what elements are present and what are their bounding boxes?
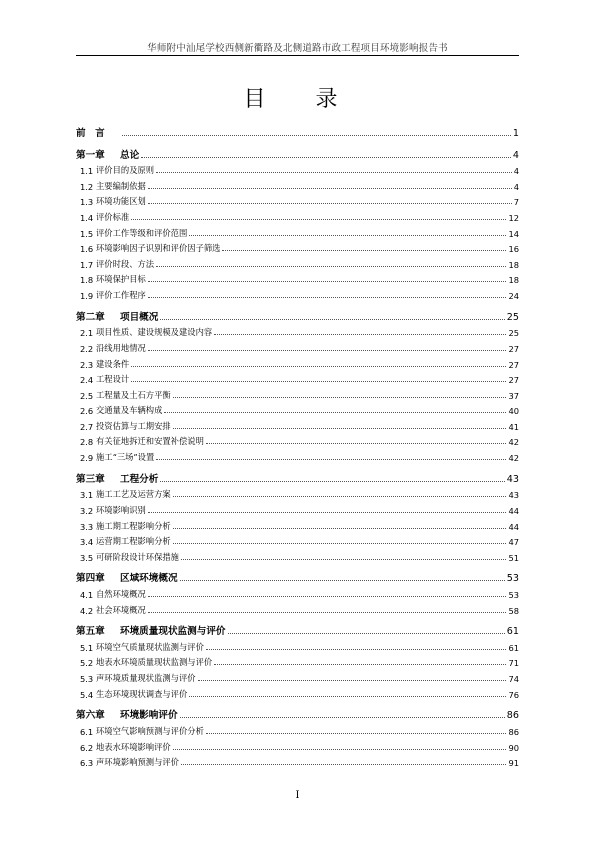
toc-entry-page: 25 — [506, 311, 519, 323]
dot-leader — [148, 296, 507, 298]
toc-entry-page: 27 — [508, 343, 519, 354]
toc-entry-title: 声环境影响预测与评价 — [96, 757, 179, 768]
toc-entry-page: 7 — [513, 197, 519, 208]
dot-leader — [198, 679, 507, 681]
dot-leader — [206, 648, 507, 650]
dot-leader — [228, 632, 505, 634]
toc-entry-title: 声环境质量现状监测与评价 — [96, 673, 196, 684]
toc-chapter-entry[interactable] — [76, 301, 519, 323]
dot-leader — [131, 218, 506, 220]
toc-entry-title: 施工期工程影响分析 — [96, 520, 171, 531]
dot-leader — [131, 365, 506, 367]
toc-section-entry[interactable] — [76, 737, 519, 753]
toc-entry-number: 2.9 — [80, 453, 94, 464]
dot-leader — [222, 249, 506, 251]
toc-entry-title: 建设条件 — [96, 358, 130, 369]
toc-entry-title: 可研阶段设计环保措施 — [96, 551, 179, 562]
toc-entry-page: 41 — [508, 421, 519, 432]
toc-entry-number: 1.5 — [80, 228, 94, 239]
toc-section-entry[interactable] — [76, 684, 519, 700]
toc-entry-number: 1.4 — [80, 213, 94, 224]
toc-entry-page: 27 — [508, 359, 519, 370]
toc-entry-page: 86 — [508, 726, 519, 737]
toc-entry-page: 43 — [506, 473, 519, 485]
toc-section-entry[interactable] — [76, 668, 519, 684]
toc-entry-page: 91 — [508, 758, 519, 769]
toc-entry-page: 58 — [508, 605, 519, 616]
toc-section-entry[interactable] — [76, 239, 519, 255]
dot-leader — [214, 333, 506, 335]
dot-leader — [173, 495, 507, 497]
toc-entry-page: 12 — [508, 213, 519, 224]
toc-entry-title: 自然环境概况 — [96, 589, 146, 599]
toc-entry-title: 生态环境现状调查与评价 — [96, 688, 188, 699]
toc-section-entry[interactable] — [76, 653, 519, 669]
toc-entry-number: 5.1 — [80, 642, 94, 653]
dot-leader — [206, 732, 507, 734]
dot-leader — [148, 595, 507, 597]
toc-entry-page: 4 — [513, 181, 519, 192]
toc-entry-page: 44 — [508, 521, 519, 532]
toc-entry-title: 环境空气质量现状监测与评价 — [96, 641, 204, 652]
toc-section-entry[interactable] — [76, 584, 519, 600]
toc-entry-title: 环境影响评价 — [120, 710, 178, 722]
toc-entry-number: 2.8 — [80, 437, 94, 448]
toc-section-entry[interactable] — [76, 547, 519, 563]
toc-entry-title: 环境保护目标 — [96, 274, 146, 285]
toc-entry-title: 环境影响识别 — [96, 504, 146, 515]
dot-leader — [148, 202, 512, 204]
dot-leader — [160, 318, 504, 320]
toc-section-entry[interactable] — [76, 354, 519, 370]
toc-chapter-entry[interactable] — [76, 616, 519, 638]
toc-entry-title: 运营期工程影响分析 — [96, 536, 171, 547]
toc-section-entry[interactable] — [76, 532, 519, 548]
toc-entry-title: 总论 — [120, 149, 140, 161]
toc-entry-number: 2.1 — [80, 328, 94, 339]
dot-leader — [148, 349, 507, 351]
toc-section-entry[interactable] — [76, 223, 519, 239]
toc-entry-number: 4.2 — [80, 605, 94, 616]
toc-entry-number: 前 言 — [76, 128, 105, 139]
toc-entry-title: 评价时段、方法 — [96, 258, 155, 269]
toc-entry-page: 61 — [506, 626, 519, 638]
toc-chapter-entry[interactable] — [76, 139, 519, 161]
toc-entry-number: 1.7 — [80, 259, 94, 270]
dot-leader — [164, 411, 506, 413]
toc-entry-title: 沿线用地情况 — [96, 342, 146, 353]
toc-entry-number: 2.5 — [80, 390, 94, 401]
toc-entry-number: 第三章 — [76, 473, 105, 485]
toc-entry-title: 工程量及土石方平衡 — [96, 389, 171, 400]
toc-section-entry[interactable] — [76, 285, 519, 301]
toc-entry-number: 1.8 — [80, 275, 94, 286]
dot-leader — [173, 527, 507, 529]
toc-entry-page: 4 — [512, 149, 519, 161]
dot-leader — [189, 695, 506, 697]
toc-entry-title: 有关征地拆迁和安置补偿说明 — [96, 436, 204, 447]
toc-entry-number: 3.2 — [80, 505, 94, 516]
toc-entry-page: 4 — [513, 166, 519, 177]
toc-entry-page: 40 — [508, 406, 519, 417]
toc-entry-title: 环境影响因子识别和评价因子筛选 — [96, 243, 221, 254]
toc-entry-page: 71 — [508, 658, 519, 669]
dot-leader — [173, 396, 507, 398]
toc-section-entry[interactable] — [76, 370, 519, 386]
toc-entry-title: 评价工作程序 — [96, 290, 146, 301]
dot-leader — [148, 511, 507, 513]
toc-section-entry[interactable] — [76, 338, 519, 354]
toc-entry-title: 区域环境概况 — [120, 573, 178, 585]
toc-section-entry[interactable] — [76, 600, 519, 616]
toc-entry-page: 53 — [506, 573, 519, 585]
toc-section-entry[interactable] — [76, 207, 519, 223]
toc-entry-page: 37 — [508, 390, 519, 401]
toc-section-entry[interactable] — [76, 385, 519, 401]
dot-leader — [173, 542, 507, 544]
toc-entry-number: 3.4 — [80, 537, 94, 548]
toc-entry-page: 27 — [508, 375, 519, 386]
toc-entry-page: 18 — [508, 275, 519, 286]
toc-entry-page: 42 — [508, 437, 519, 448]
toc-entry-page: 61 — [508, 642, 519, 653]
running-header: 华师附中汕尾学校西侧新衢路及北侧道路市政工程项目环境影响报告书 — [147, 43, 448, 54]
dot-leader — [181, 558, 506, 560]
toc-entry-page: 47 — [508, 537, 519, 548]
toc-entry-number: 3.5 — [80, 552, 94, 563]
toc-entry-number: 第六章 — [76, 710, 105, 722]
toc-entry-title: 社会环境概况 — [96, 604, 146, 615]
toc-entry-page: 42 — [508, 453, 519, 464]
toc-entry-title: 施工工艺及运营方案 — [96, 489, 171, 500]
dot-leader — [173, 427, 507, 429]
dot-leader — [122, 134, 511, 136]
toc-entry-number: 3.3 — [80, 521, 94, 532]
dot-leader — [148, 611, 507, 613]
toc-entry-title: 地表水环境影响评价 — [96, 741, 171, 752]
dot-leader — [206, 442, 507, 444]
toc-entry-title: 评价目的及原则 — [96, 165, 155, 176]
dot-leader — [131, 380, 506, 382]
toc-entry-number: 2.3 — [80, 359, 94, 370]
dot-leader — [148, 280, 507, 282]
toc-section-entry[interactable] — [76, 416, 519, 432]
toc-section-entry[interactable] — [76, 161, 519, 177]
toc-entry-title: 环境质量现状监测与评价 — [120, 626, 226, 638]
toc-entry-title: 环境空气影响预测与评价分析 — [96, 725, 204, 736]
toc-entry-page: 24 — [508, 291, 519, 302]
toc-entry-title: 评价标准 — [96, 212, 130, 223]
toc-entry-number: 6.2 — [80, 742, 94, 753]
toc-entry-number: 1.9 — [80, 291, 94, 302]
toc-entry-page: 16 — [508, 244, 519, 255]
header-rule — [76, 55, 519, 56]
toc-entry-number: 2.7 — [80, 421, 94, 432]
page-number: I — [295, 790, 300, 801]
toc-section-entry[interactable] — [76, 500, 519, 516]
toc-section-entry[interactable] — [76, 401, 519, 417]
toc-entry-number: 1.1 — [80, 166, 94, 177]
toc-chapter-entry[interactable] — [76, 563, 519, 585]
dot-leader — [156, 458, 506, 460]
toc-entry-number: 5.3 — [80, 674, 94, 685]
toc-entry-number: 6.1 — [80, 726, 94, 737]
toc-entry-title: 主要编制依据 — [96, 180, 146, 191]
toc-section-entry[interactable] — [76, 176, 519, 192]
toc-entry-number: 1.3 — [80, 197, 94, 208]
dot-leader — [160, 480, 504, 482]
toc-entry-page: 51 — [508, 552, 519, 563]
toc-entry-title: 工程分析 — [120, 473, 159, 485]
toc-entry-title: 工程设计 — [96, 374, 130, 385]
toc-section-entry[interactable] — [76, 447, 519, 463]
toc-entry-page: 25 — [508, 328, 519, 339]
toc-entry-page: 18 — [508, 259, 519, 270]
dot-leader — [180, 579, 505, 581]
toc-entry-page: 1 — [512, 128, 519, 139]
toc-entry-number: 第四章 — [76, 573, 105, 585]
toc-section-entry[interactable] — [76, 270, 519, 286]
dot-leader — [180, 716, 505, 718]
toc-entry-title: 环境功能区划 — [96, 196, 146, 207]
dot-leader — [181, 763, 506, 765]
toc-entry-title: 施工“三场”设置 — [96, 452, 155, 463]
toc-section-entry[interactable] — [76, 323, 519, 339]
toc-section-entry[interactable] — [76, 637, 519, 653]
dot-leader — [189, 234, 506, 236]
toc-entry-page: 44 — [508, 505, 519, 516]
dot-leader — [173, 748, 507, 750]
toc-section-entry[interactable] — [76, 516, 519, 532]
toc-section-entry[interactable] — [76, 432, 519, 448]
dot-leader — [214, 663, 506, 665]
toc-section-entry[interactable] — [76, 485, 519, 501]
toc-entry-page: 43 — [508, 490, 519, 501]
toc-section-entry[interactable] — [76, 254, 519, 270]
dot-leader — [141, 156, 511, 158]
toc-chapter-entry[interactable] — [76, 123, 519, 139]
toc-entry-title: 项目性质、建设规模及建设内容 — [96, 327, 213, 338]
toc-entry-number: 3.1 — [80, 490, 94, 501]
dot-leader — [156, 171, 512, 173]
toc-entry-number: 2.2 — [80, 343, 94, 354]
toc-chapter-entry[interactable] — [76, 463, 519, 485]
dot-leader — [156, 265, 506, 267]
table-of-contents — [76, 123, 519, 768]
toc-entry-page: 90 — [508, 742, 519, 753]
toc-entry-title: 地表水环境质量现状监测与评价 — [96, 657, 213, 668]
toc-entry-title: 项目概况 — [120, 311, 159, 323]
toc-entry-page: 53 — [508, 590, 519, 600]
toc-entry-number: 第二章 — [76, 311, 105, 323]
toc-entry-number: 2.4 — [80, 375, 94, 386]
toc-entry-number: 第五章 — [76, 626, 105, 638]
toc-entry-page: 86 — [506, 710, 519, 722]
toc-entry-number: 2.6 — [80, 406, 94, 417]
toc-title: 目 录 — [243, 87, 352, 112]
toc-entry-title: 交通量及车辆构成 — [96, 405, 163, 416]
toc-entry-page: 74 — [508, 674, 519, 685]
dot-leader — [148, 187, 512, 189]
toc-entry-page: 76 — [508, 689, 519, 700]
toc-entry-number: 第一章 — [76, 149, 105, 161]
toc-entry-title: 评价工作等级和评价范围 — [96, 227, 188, 238]
toc-entry-number: 6.3 — [80, 758, 94, 769]
toc-entry-number: 1.6 — [80, 244, 94, 255]
toc-entry-number: 5.2 — [80, 658, 94, 669]
toc-chapter-entry[interactable] — [76, 700, 519, 722]
toc-entry-number: 1.2 — [80, 181, 94, 192]
toc-section-entry[interactable] — [76, 721, 519, 737]
toc-entry-number: 5.4 — [80, 689, 94, 700]
toc-section-entry[interactable] — [76, 753, 519, 769]
toc-entry-page: 14 — [508, 228, 519, 239]
toc-entry-title: 投资估算与工期安排 — [96, 420, 171, 431]
toc-entry-number: 4.1 — [80, 590, 94, 600]
toc-section-entry[interactable] — [76, 192, 519, 208]
